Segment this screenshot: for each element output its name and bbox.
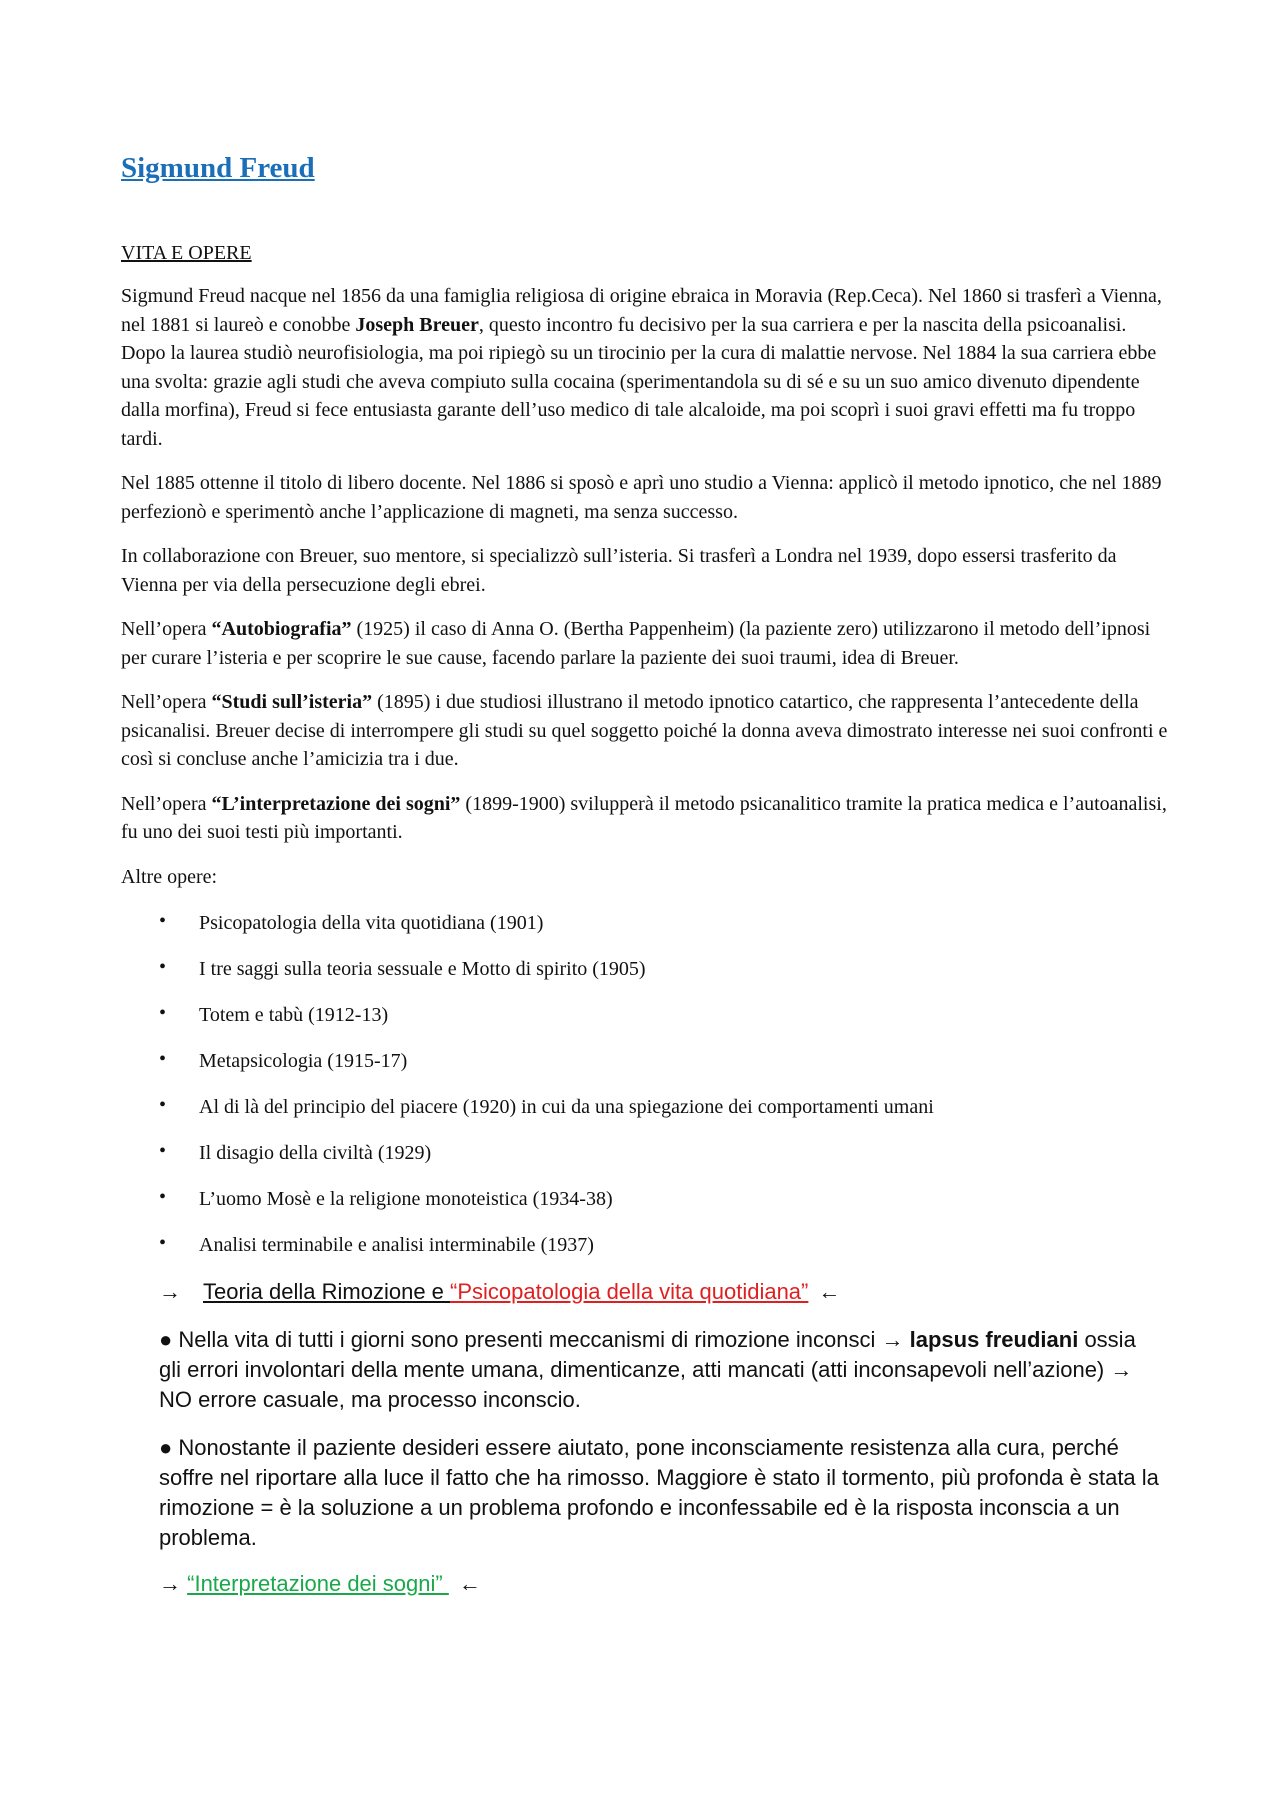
list-item: • Psicopatologia della vita quotidiana (1901)	[121, 909, 1171, 937]
bullet-icon: •	[159, 1002, 167, 1024]
sogni-heading	[159, 1569, 1171, 1599]
list-item: • Al di là del principio del piacere (1920) in cui da una spiegazione dei comportamenti umani	[121, 1093, 1171, 1121]
bold-work-title: “Studi sull’isteria”	[211, 691, 373, 713]
list-item: • Metapsicologia (1915-17)	[121, 1047, 1171, 1075]
right-arrow-icon: →	[159, 1571, 181, 1596]
list-item: • Totem e tabù (1912-13)	[121, 1001, 1171, 1029]
bullet-icon: •	[159, 956, 167, 978]
list-item: • I tre saggi sulla teoria sessuale e Motto di spirito (1905)	[121, 955, 1171, 983]
paragraph-sogni: Nell’opera “L’interpretazione dei sogni” (1899-1900) svilupperà il metodo psicanalitico tramite la pratica medica e l’autoanalisi, fu uno dei suoi testi più importanti.	[121, 792, 1167, 843]
paragraph-isteria: In collaborazione con Breuer, suo mentore, si specializzò sull’isteria. Si trasferì a Londra nel 1939, dopo essersi trasferito da Vienna per via della persecuzione degli ebrei.	[121, 545, 1117, 596]
section-heading: VITA E OPERE	[121, 242, 252, 264]
rimozione-heading: → Teoria della Rimozione e “Psicopatologia della vita quotidiana” ←	[159, 1279, 841, 1304]
bullet-icon: •	[159, 910, 167, 932]
paragraph-studi-isteria: Nell’opera “Studi sull’isteria” (1895) i due studiosi illustrano il metodo ipnotico catartico, che rappresenta l’antecedente della psicanalisi. Breuer decise di interrompere gli studi su quel soggetto poiché la donna aveva dimostrato interesse nei suoi confronti e così si concluse anche l’amicizia tra i due.	[121, 691, 1168, 770]
works-list	[121, 909, 1171, 1259]
document-page	[121, 148, 1171, 1617]
point-resistenza: ● Nonostante il paziente desideri essere aiutato, pone inconsciamente resistenza alla cura, perché soffre nel riportare alla luce il fatto che ha rimosso. Maggiore è stato il tormento, più profonda è stata la rimozione = è la soluzione a un problema profondo e inconfessabile ed è la risposta inconscia a un problema.	[159, 1435, 1159, 1550]
list-item: • Il disagio della civiltà (1929)	[121, 1139, 1171, 1167]
point-lapsus: ● Nella vita di tutti i giorni sono presenti meccanismi di rimozione inconsci → lapsus freudiani ossia gli errori involontari della mente umana, dimenticanze, atti mancati (atti inconsapevoli nell’azione) → NO errore casuale, ma processo inconscio.	[159, 1327, 1136, 1412]
bullet-icon: •	[159, 1140, 167, 1162]
left-arrow-icon: ←	[818, 1279, 841, 1304]
list-item: • Analisi terminabile e analisi interminabile (1937)	[121, 1231, 1171, 1259]
paragraph-autobiografia: Nell’opera “Autobiografia” (1925) il caso di Anna O. (Bertha Pappenheim) (la paziente zero) utilizzarono il metodo dell’ipnosi per curare l’isteria e per scoprire le sue cause, facendo parlare la paziente dei suoi traumi, idea di Breuer.	[121, 618, 1151, 669]
paragraph-altre-opere: Altre opere:	[121, 865, 218, 888]
bullet-icon: •	[159, 1232, 167, 1254]
page-title: Sigmund Freud	[121, 152, 315, 184]
filled-circle-bullet-icon: ●	[159, 1327, 173, 1352]
right-arrow-icon: →	[159, 1279, 181, 1304]
list-item: • L’uomo Mosè e la religione monoteistica (1934-38)	[121, 1185, 1171, 1213]
bullet-icon: •	[159, 1048, 167, 1070]
bold-work-title: “Autobiografia”	[211, 618, 352, 640]
bullet-icon: •	[159, 1186, 167, 1208]
paragraph-docente: Nel 1885 ottenne il titolo di libero docente. Nel 1886 si sposò e aprì uno studio a Vienna: applicò il metodo ipnotico, che nel 1889 perfezionò e sperimentò anche l’applicazione di magneti, ma senza successo.	[121, 472, 1162, 523]
bullet-icon: •	[159, 1094, 167, 1116]
bold-work-title: “L’interpretazione dei sogni”	[211, 792, 461, 815]
left-arrow-icon: ←	[458, 1571, 481, 1596]
psicopatologia-link[interactable]: “Psicopatologia della vita quotidiana”	[450, 1279, 809, 1304]
interpretazione-sogni-link[interactable]: “Interpretazione dei sogni”	[187, 1571, 449, 1596]
paragraph-biography: Sigmund Freud nacque nel 1856 da una famiglia religiosa di origine ebraica in Moravia (Rep.Ceca). Nel 1860 si trasferì a Vienna, nel 1881 si laureò e conobbe Joseph Breuer, questo incontro fu decisivo per la sua carriera e per la nascita della psicoanalisi. Dopo la laurea studiò neurofisiologia, ma poi ripiegò su un tirocinio per la cura di malattie nervose. Nel 1884 la sua carriera ebbe una svolta: grazie agli studi che aveva compiuto sulla cocaina (sperimentandola su di sé e su un suo amico divenuto dipendente dalla morfina), Freud si fece entusiasta garante dell’uso medico di tale alcaloide, ma poi scoprì i suoi gravi effetti ma fu troppo tardi.	[121, 285, 1162, 450]
filled-circle-bullet-icon: ●	[159, 1435, 173, 1460]
bold-name: Joseph Breuer	[355, 313, 479, 336]
bold-term: lapsus freudiani	[909, 1327, 1079, 1352]
